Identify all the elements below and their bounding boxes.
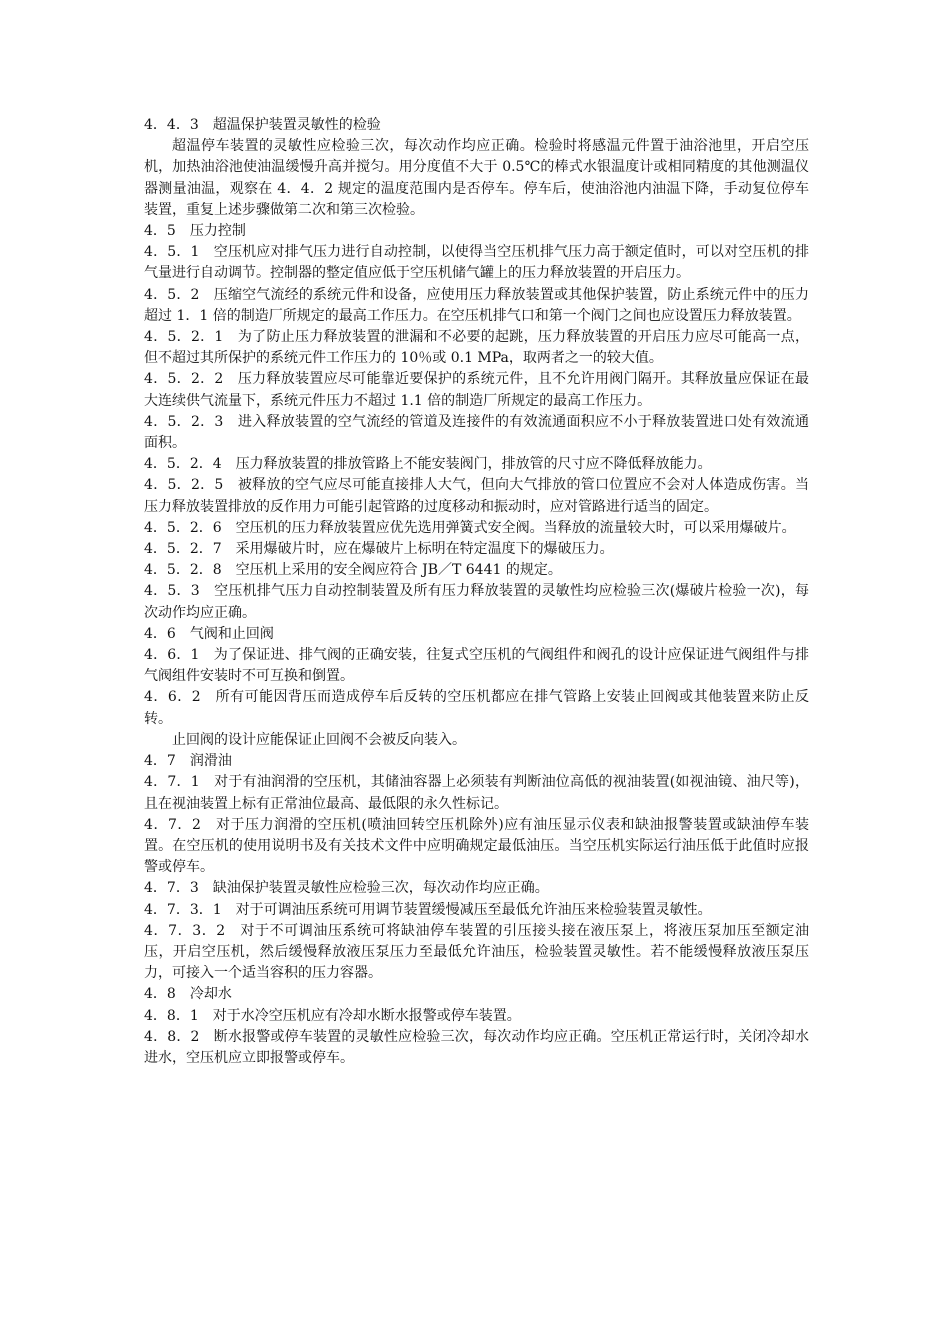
- clause-4-5-2-3: 4．5．2．3 进入释放装置的空气流经的管道及连接件的有效流通面积应不小于释放装置进口处有效流通面积。: [144, 413, 809, 452]
- section-heading-4-4-3: 4．4．3 超温保护装置灵敏性的检验: [144, 117, 381, 133]
- paragraph-over-temp-check: 超温停车装置的灵敏性应检验三次，每次动作均应正确。检验时将感温元件置于油浴池里，开启空压机，加热油浴池使油温缓慢升高并搅匀。用分度值不大于 0.5℃的棒式水银温度计或相同精度的其他测温仪器测量油温，观察在 4．4．2 规定的温度范围内是否停车。停车后，使油浴池内油温下降，手动复位停车装置，重复上述步骤做第二次和第三次检验。: [144, 138, 809, 218]
- clause-4-7-3: 4．7．3 缺油保护装置灵敏性应检验三次，每次动作均应正确。: [144, 880, 549, 897]
- clause-4-7-2: 4．7．2 对于压力润滑的空压机(喷油回转空压机除外)应有油压显示仪表和缺油报警装置或缺油停车装置。在空压机的使用说明书及有关技术文件中应明确规定最低油压。当空压机实际运行油压低于此值时应报警或停车。: [144, 816, 809, 876]
- clause-4-5-3: 4．5．3 空压机排气压力自动控制装置及所有压力释放装置的灵敏性均应检验三次(爆破片检验一次)，每次动作均应正确。: [144, 583, 809, 621]
- clause-4-8-2: 4．8．2 断水报警或停车装置的灵敏性应检验三次，每次动作均应正确。空压机正常运行时，关闭冷却水进水，空压机应立即报警或停车。: [144, 1028, 809, 1066]
- clause-4-5-2-7: 4．5．2．7 采用爆破片时，应在爆破片上标明在特定温度下的爆破压力。: [144, 541, 614, 558]
- paragraph-check-valve: 止回阀的设计应能保证止回阀不会被反向装入。: [172, 731, 466, 748]
- clause-4-5-1: 4．5．1 空压机应对排气压力进行自动控制，以使得当空压机排气压力高于额定值时，可以对空压机的排气量进行自动调节。控制器的整定值应低于空压机储气罐上的压力释放装置的开启压力。: [144, 244, 809, 282]
- clause-4-8-1: 4．8．1 对于水冷空压机应有冷却水断水报警或停车装置。: [144, 1007, 521, 1024]
- section-heading-4-7: 4．7 润滑油: [144, 753, 232, 770]
- clause-4-5-2-8: 4．5．2．8 空压机上采用的安全阀应符合 JB／T 6441 的规定。: [144, 562, 562, 579]
- section-heading-4-8: 4．8 冷却水: [144, 986, 232, 1003]
- clause-4-5-2: 4．5．2 压缩空气流经的系统元件和设备，应使用压力释放装置或其他保护装置，防止系统元件中的压力超过 1．1 倍的制造厂所规定的最高工作压力。在空压机排气口和第一个阀门之间也应设置压力释放装置。: [144, 286, 809, 324]
- clause-4-7-1: 4．7．1 对于有油润滑的空压机，其储油容器上必须装有判断油位高低的视油装置(如视油镜、油尺等)，且在视油装置上标有正常油位最高、最低限的永久性标记。: [144, 774, 809, 812]
- clause-4-7-3-2: 4．7．3．2 对于不可调油压系统可将缺油停车装置的引压接头接在液压泵上，将液压泵加压至额定油压，开启空压机，然后缓慢释放液压泵压力至最低允许油压，检验装置灵敏性。若不能缓慢释放液压泵压力，可接入一个适当容积的压力容器。: [144, 922, 809, 982]
- clause-4-5-2-1: 4．5．2．1 为了防止压力释放装置的泄漏和不必要的起跳，压力释放装置的开启压力应尽可能高一点，但不超过其所保护的系统元件工作压力的 10％或 0.1 MPa，取两者之一的较大值。: [144, 329, 809, 367]
- clause-4-6-2: 4．6．2 所有可能因背压而造成停车后反转的空压机都应在排气管路上安装止回阀或其他装置来防止反转。: [144, 689, 809, 727]
- section-heading-4-6: 4．6 气阀和止回阀: [144, 625, 274, 642]
- clause-4-5-2-6: 4．5．2．6 空压机的压力释放装置应优先选用弹簧式安全阀。当释放的流量较大时，可以采用爆破片。: [144, 519, 796, 536]
- clause-4-6-1: 4．6．1 为了保证进、排气阀的正确安装，往复式空压机的气阀组件和阀孔的设计应保证进气阀组件与排气阀组件安装时不可互换和倒置。: [144, 647, 809, 685]
- clause-4-7-3-1: 4．7．3．1 对于可调油压系统可用调节装置缓慢减压至最低允许油压来检验装置灵敏性。: [144, 901, 712, 918]
- clause-4-5-2-5: 4．5．2．5 被释放的空气应尽可能直接排人大气，但向大气排放的管口位置应不会对人体造成伤害。当压力释放装置排放的反作用力可能引起管路的过度移动和振动时，应对管路进行适当的固定。: [144, 477, 809, 515]
- document-body: [144, 115, 809, 1069]
- section-heading-4-5: 4．5 压力控制: [144, 223, 246, 240]
- clause-4-5-2-2: 4．5．2．2 压力释放装置应尽可能靠近要保护的系统元件，且不允许用阀门隔开。其释放量应保证在最大连续供气流量下，系统元件压力不超过 1.1 倍的制造厂所规定的最高工作压力。: [144, 371, 809, 409]
- clause-4-5-2-4: 4．5．2．4 压力释放装置的排放管路上不能安装阀门，排放管的尺寸应不降低释放能力。: [144, 456, 712, 473]
